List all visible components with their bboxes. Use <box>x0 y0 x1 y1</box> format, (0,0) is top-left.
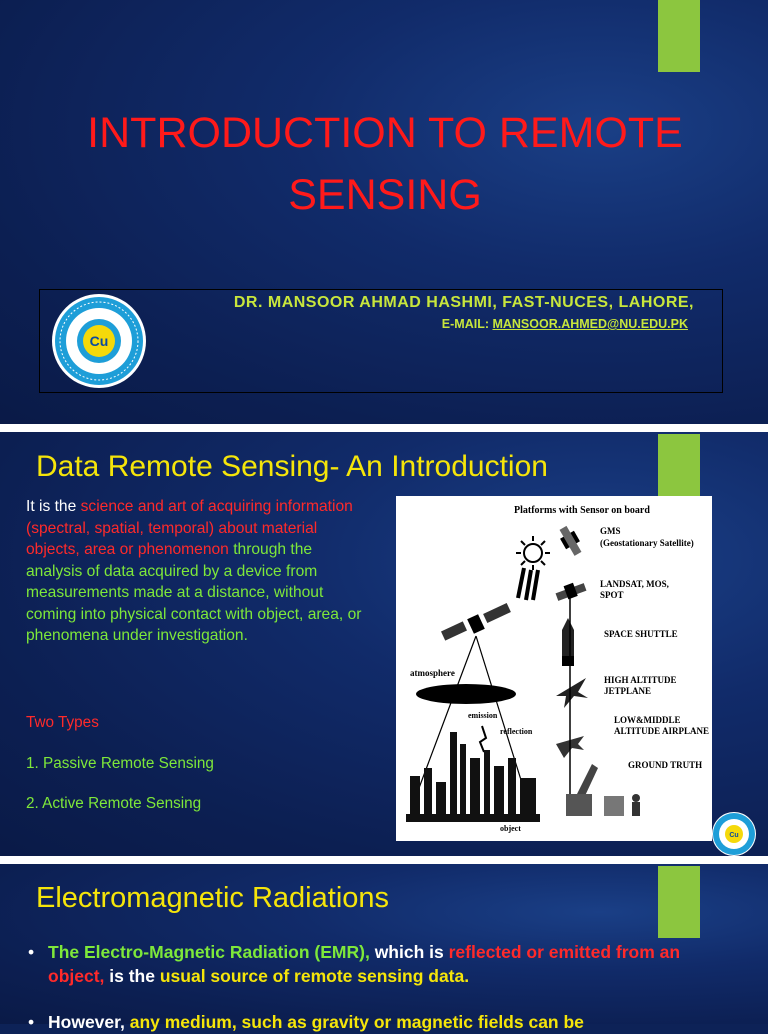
svg-text:Cu: Cu <box>729 832 739 839</box>
label-altitude-airplane: ALTITUDE AIRPLANE <box>614 726 709 736</box>
jet-plane-icon <box>556 678 588 708</box>
label-gms: GMS <box>600 526 621 536</box>
label-spot: SPOT <box>600 590 624 600</box>
label-low-middle: LOW&MIDDLE <box>614 715 681 725</box>
figure-title: Platforms with Sensor on board <box>514 505 650 516</box>
types-heading: Two Types <box>26 714 99 731</box>
label-landsat: LANDSAT, MOS, <box>600 579 669 589</box>
slide-heading: Electromagnetic Radiations <box>36 882 390 914</box>
sun-icon <box>516 536 550 600</box>
slide-heading: Data Remote Sensing- An Introduction <box>36 450 548 483</box>
presentation-title <box>40 102 730 226</box>
gms-satellite-icon <box>560 526 582 556</box>
svg-text:Cu: Cu <box>89 333 109 349</box>
bullet-text-yellow: any medium, such as gravity or magnetic fields can be <box>129 1012 584 1032</box>
landsat-satellite-icon <box>556 583 587 601</box>
bullet-medium: • However, any medium, such as gravity or magnetic fields can be <box>28 1012 584 1032</box>
title-slide <box>0 0 768 424</box>
author-box <box>39 289 723 393</box>
bullet-text: is the <box>104 966 160 986</box>
label-high-altitude: HIGH ALTITUDE <box>604 675 677 685</box>
intro-text-green: through the analysis of data acquired by a device from measurements made at a distance, without coming into physical contact with object, area, or phenomena under investigation. <box>26 541 362 644</box>
email-link[interactable]: MANSOOR.AHMED@NU.EDU.PK <box>492 317 688 331</box>
emission-arrow <box>480 726 486 752</box>
label-atmosphere: atmosphere <box>410 668 455 678</box>
university-logo-icon <box>52 294 146 388</box>
title-line-1: INTRODUCTION TO REMOTE <box>87 109 683 157</box>
label-shuttle: SPACE SHUTTLE <box>604 629 678 639</box>
bullet-text-yellow: usual source of remote sensing data. <box>159 966 470 986</box>
slide-separator <box>0 856 768 864</box>
label-ground-truth: GROUND TRUTH <box>628 760 703 770</box>
sensor-satellite-icon <box>441 603 511 641</box>
label-emission: emission <box>468 711 498 720</box>
type-item-active: 2. Active Remote Sensing <box>26 795 202 812</box>
space-shuttle-icon <box>562 618 574 666</box>
intro-paragraph <box>26 496 371 647</box>
label-jetplane: JETPLANE <box>604 686 652 696</box>
label-object: object <box>500 824 521 833</box>
bullet-emr: • The Electro-Magnetic Radiation (EMR), which is reflected or emitted from an object, is the usual source of remote sensing data. <box>28 942 681 986</box>
intro-highlight: science and art of acquiring information (spectral, spatial, temporal) about material objects, area or phenomenon <box>26 498 353 558</box>
accent-bar <box>658 866 700 938</box>
author-name: DR. MANSOOR AHMAD HASHMI, FAST-NUCES, LAHORE, <box>233 294 694 311</box>
email-label: E-MAIL: <box>441 317 493 331</box>
title-line-2: SENSING <box>288 171 482 219</box>
intro-text: It is the <box>26 498 81 515</box>
accent-bar <box>658 434 700 498</box>
bullet-text: However, <box>48 1012 130 1032</box>
university-logo-small-icon <box>712 812 756 856</box>
accent-bar <box>658 0 700 72</box>
label-reflection: reflection <box>500 727 533 736</box>
atmosphere-layer <box>416 684 516 704</box>
label-gms-sub: (Geostationary Satellite) <box>600 538 694 548</box>
ground-truth-icon <box>566 764 640 816</box>
author-email-line <box>442 317 688 331</box>
bullet-text: The Electro-Magnetic Radiation (EMR), <box>48 942 370 962</box>
bullet-text: which is <box>369 942 449 962</box>
type-item-passive: 1. Passive Remote Sensing <box>26 755 214 772</box>
slide-separator <box>0 424 768 432</box>
platforms-diagram <box>396 496 712 841</box>
bullet-highlight: reflected or emitted from an object, <box>48 942 681 986</box>
